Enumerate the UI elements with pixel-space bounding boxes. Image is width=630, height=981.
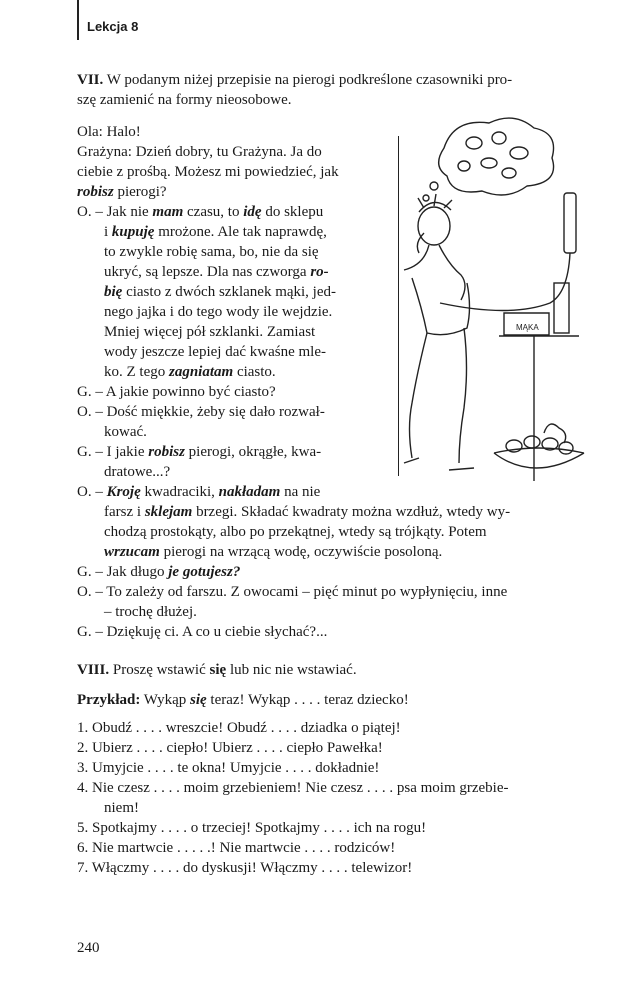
dialogue-line: i kupuję mrożone. Ale tak naprawdę, <box>104 224 327 240</box>
dialogue-line: dratowe...? <box>104 464 171 480</box>
dialogue-line: – trochę dłużej. <box>104 604 197 620</box>
exercise-item: 2. Ubierz . . . . ciepło! Ubierz . . . . ciepło Pawełka! <box>77 740 383 756</box>
section7-instruction-line2: szę zamienić na formy nieosobowe. <box>77 92 292 108</box>
dialogue-line: O. – To zależy od farszu. Z owocami – pięć minut po wypłynięciu, inne <box>77 584 508 600</box>
dialogue-line: bię ciasto z dwóch szklanek mąki, jed- <box>104 284 337 300</box>
illustration-woman-on-phone <box>394 108 590 488</box>
lesson-header: Lekcja 8 <box>87 19 139 34</box>
exercise-item: 1. Obudź . . . . wreszcie! Obudź . . . . dziadka o piątej! <box>77 720 401 736</box>
dialogue-line: Grażyna: Dzień dobry, tu Grażyna. Ja do <box>77 144 322 160</box>
dialogue-line: ciebie z prośbą. Możesz mi powiedzieć, jak <box>77 164 339 180</box>
section8-title: VIII. <box>77 662 110 678</box>
exercise-item: 7. Włączmy . . . . do dyskusji! Włączmy . . . . telewizor! <box>77 860 413 876</box>
dialogue-line: Ola: Halo! <box>77 124 141 140</box>
exercise-item: 5. Spotkajmy . . . . o trzeciej! Spotkajmy . . . . ich na rogu! <box>77 820 427 836</box>
dialogue-line: nego jajka i do tego wody ile wejdzie. <box>104 304 333 320</box>
dialogue-line: G. – Dziękuję ci. A co u ciebie słychać?... <box>77 624 328 640</box>
dialogue-line: O. – Kroję kwadraciki, nakładam na nie <box>77 484 321 500</box>
exercise-item: 4. Nie czesz . . . . moim grzebieniem! Nie czesz . . . . psa moim grzebie- <box>77 780 509 796</box>
dialogue-line: robisz pierogi? <box>77 184 167 200</box>
dialogue-line: O. – Jak nie mam czasu, to idę do sklepu <box>77 204 324 220</box>
dialogue-line: O. – Dość miękkie, żeby się dało rozwał- <box>77 404 325 420</box>
section7-instruction: W podanym niżej przepisie na pierogi podkreślone czasowniki pro- <box>106 72 513 88</box>
dialogue-line: chodzą prostokąty, albo po przekątnej, wtedy są trójkąty. Potem <box>104 524 487 540</box>
dialogue-line: kować. <box>104 424 147 440</box>
flour-label: MĄKA <box>516 323 539 332</box>
section8-example: Przykład: Wykąp się teraz! Wykąp . . . . teraz dziecko! <box>77 692 409 708</box>
dialogue-line: G. – I jakie robisz pierogi, okrągłe, kwa- <box>77 444 322 460</box>
section7-instruction-line1 <box>77 70 512 90</box>
dialogue-line: wody jeszcze lepiej dać kwaśne mle- <box>104 344 326 360</box>
section8-instruction: VIII. Proszę wstawić się lub nic nie wstawiać. <box>77 662 357 678</box>
dialogue-line: ko. Z tego zagniatam ciasto. <box>104 364 276 380</box>
dialogue-line: G. – Jak długo je gotujesz? <box>77 564 241 580</box>
dialogue-line: farsz i sklejam brzegi. Składać kwadraty można wzdłuż, wtedy wy- <box>104 504 511 520</box>
margin-rule <box>77 0 79 40</box>
section7-title: VII. <box>77 72 104 88</box>
exercise-item-continuation: niem! <box>104 800 139 816</box>
page-number: 240 <box>77 940 100 956</box>
exercise-item: 3. Umyjcie . . . . te okna! Umyjcie . . . . dokładnie! <box>77 760 380 776</box>
dialogue-line: ukryć, są lepsze. Dla nas czworga ro- <box>104 264 329 280</box>
dialogue-line: G. – A jakie powinno być ciasto? <box>77 384 276 400</box>
dialogue-line: Mniej więcej pół szklanki. Zamiast <box>104 324 316 340</box>
exercise-item: 6. Nie martwcie . . . . .! Nie martwcie . . . . rodziców! <box>77 840 396 856</box>
dialogue-line: to zwykle robię sama, bo, nie da się <box>104 244 319 260</box>
dialogue-line: wrzucam pierogi na wrzącą wodę, oczywiście posoloną. <box>104 544 443 560</box>
